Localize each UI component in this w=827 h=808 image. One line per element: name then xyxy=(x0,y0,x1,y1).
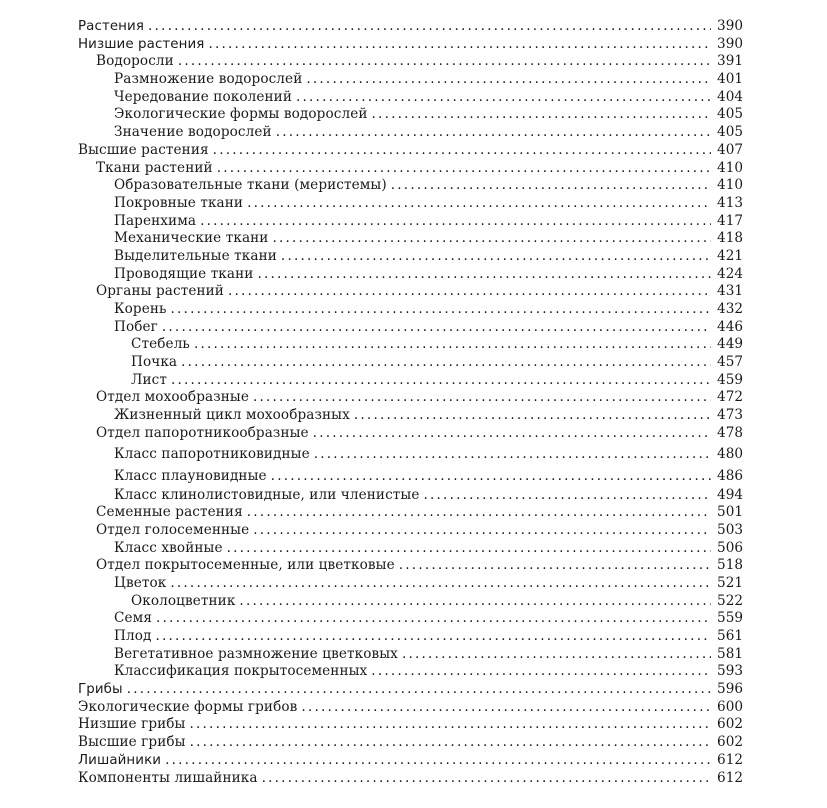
toc-entry-title: Отдел покрытосеменные, или цветковые xyxy=(96,557,395,574)
dot-leader xyxy=(227,540,711,558)
toc-entry-title: Паренхима xyxy=(114,212,197,229)
toc-entry-title: Плод xyxy=(114,628,152,644)
dot-leader xyxy=(156,610,711,628)
toc-entry-title: Выделительные ткани xyxy=(114,247,277,264)
toc-entry xyxy=(78,575,743,593)
dot-leader xyxy=(213,142,711,160)
toc-entry-title: Отдел мохообразные xyxy=(96,389,249,406)
toc-entry xyxy=(78,389,743,407)
toc-entry xyxy=(78,53,743,71)
dot-leader xyxy=(372,106,711,124)
dot-leader xyxy=(165,752,711,770)
dot-leader xyxy=(276,124,711,142)
toc-entry-title: Покровные ткани xyxy=(114,194,244,211)
toc-entry-page-number: 449 xyxy=(717,336,743,353)
dot-leader xyxy=(301,699,711,717)
toc-entry-page-number: 486 xyxy=(717,467,743,484)
toc-entry-page-number: 407 xyxy=(717,141,743,158)
toc-entry-page-number: 418 xyxy=(717,230,743,247)
toc-entry xyxy=(78,213,743,231)
toc-entry-title: Грибы xyxy=(78,682,123,698)
toc-entry xyxy=(78,628,743,646)
dot-leader xyxy=(262,770,711,788)
dot-leader xyxy=(399,557,711,575)
toc-entry-page-number: 405 xyxy=(717,124,743,141)
toc-entry-page-number: 431 xyxy=(717,283,743,300)
toc-entry xyxy=(78,699,743,717)
toc-entry-page-number: 602 xyxy=(717,734,743,751)
toc-entry-title: Низшие растения xyxy=(78,36,205,52)
toc-entry-title: Ткани растений xyxy=(96,159,213,176)
toc-entry xyxy=(78,610,743,628)
toc-entry-title: Корень xyxy=(114,301,167,317)
toc-entry xyxy=(78,354,743,372)
toc-entry-page-number: 518 xyxy=(717,557,743,574)
toc-entry-page-number: 405 xyxy=(717,106,743,123)
toc-entry-page-number: 612 xyxy=(717,769,743,786)
toc-entry-title: Проводящие ткани xyxy=(114,265,254,282)
toc-entry-page-number: 581 xyxy=(717,645,743,662)
toc-entry-title: Класс папоротниковидные xyxy=(114,445,310,462)
toc-entry-page-number: 459 xyxy=(717,371,743,388)
toc-entry-title: Околоцветник xyxy=(131,592,236,609)
toc-entry-title: Водоросли xyxy=(96,53,174,70)
dot-leader xyxy=(402,646,711,664)
dot-leader xyxy=(208,36,711,54)
toc-entry xyxy=(78,770,743,788)
toc-entry xyxy=(78,465,743,487)
dot-leader xyxy=(296,89,711,107)
dot-leader xyxy=(313,425,711,443)
toc-entry xyxy=(78,89,743,107)
dot-leader xyxy=(217,160,711,178)
toc-entry-page-number: 391 xyxy=(717,53,743,70)
toc-entry xyxy=(78,734,743,752)
toc-entry-title: Высшие грибы xyxy=(78,734,186,751)
dot-leader xyxy=(391,177,711,195)
dot-leader xyxy=(423,487,711,505)
toc-entry-title: Класс плауновидные xyxy=(114,467,267,484)
toc-entry xyxy=(78,124,743,142)
toc-entry-title: Чередование поколений xyxy=(114,88,292,105)
toc-entry-page-number: 503 xyxy=(717,521,743,538)
toc-entry-title: Класс клинолистовидные, или членистые xyxy=(114,486,420,503)
toc-entry xyxy=(78,177,743,195)
toc-entry-title: Отдел папоротникообразные xyxy=(96,424,309,441)
dot-leader xyxy=(371,663,711,681)
toc-entry xyxy=(78,160,743,178)
toc-entry-title: Семя xyxy=(114,610,152,627)
toc-entry-title: Значение водорослей xyxy=(114,124,272,141)
toc-entry-page-number: 478 xyxy=(717,424,743,441)
toc-entry xyxy=(78,372,743,390)
toc-entry xyxy=(78,319,743,337)
toc-entry xyxy=(78,716,743,734)
toc-entry-page-number: 404 xyxy=(717,88,743,105)
toc-entry xyxy=(78,443,743,465)
toc-entry-page-number: 472 xyxy=(717,389,743,406)
toc-entry xyxy=(78,681,743,699)
toc-entry xyxy=(78,283,743,301)
table-of-contents xyxy=(78,18,743,787)
toc-entry xyxy=(78,646,743,664)
toc-entry-title: Лишайники xyxy=(78,752,162,768)
toc-entry-title: Органы растений xyxy=(96,283,224,300)
toc-entry-title: Лист xyxy=(131,371,167,388)
toc-entry-title: Семенные растения xyxy=(96,504,243,521)
toc-entry-page-number: 596 xyxy=(717,681,743,698)
dot-leader xyxy=(253,389,711,407)
toc-entry-title: Размножение водорослей xyxy=(114,71,303,88)
toc-entry xyxy=(78,18,743,36)
toc-entry-title: Жизненный цикл мохообразных xyxy=(114,407,350,424)
toc-entry xyxy=(78,230,743,248)
dot-leader xyxy=(181,354,711,372)
toc-entry xyxy=(78,407,743,425)
dot-leader xyxy=(194,336,711,354)
toc-entry-title: Экологические формы водорослей xyxy=(114,106,368,123)
toc-entry-title: Класс хвойные xyxy=(114,539,223,556)
toc-entry-page-number: 501 xyxy=(717,504,743,521)
toc-entry-title: Растения xyxy=(78,19,144,34)
dot-leader xyxy=(272,230,711,248)
toc-entry-title: Вегетативное размножение цветковых xyxy=(114,645,398,662)
toc-entry-title: Механические ткани xyxy=(114,230,269,247)
toc-entry-title: Образовательные ткани (меристемы) xyxy=(114,177,387,194)
dot-leader xyxy=(247,195,711,213)
toc-entry xyxy=(78,504,743,522)
toc-entry-page-number: 559 xyxy=(717,610,743,627)
toc-entry-page-number: 457 xyxy=(717,354,743,371)
toc-entry-page-number: 401 xyxy=(717,71,743,88)
toc-entry-page-number: 521 xyxy=(717,574,743,591)
toc-entry xyxy=(78,487,743,505)
dot-leader xyxy=(171,301,711,319)
toc-entry xyxy=(78,522,743,540)
toc-entry-title: Высшие растения xyxy=(78,141,209,158)
toc-entry-page-number: 446 xyxy=(717,318,743,335)
toc-entry-page-number: 612 xyxy=(717,751,743,768)
toc-entry-page-number: 602 xyxy=(717,716,743,733)
toc-entry-page-number: 410 xyxy=(717,177,743,194)
toc-entry-page-number: 494 xyxy=(717,486,743,503)
toc-entry xyxy=(78,752,743,770)
dot-leader xyxy=(155,628,711,646)
toc-entry-title: Классификация покрытосеменных xyxy=(114,663,368,680)
toc-entry xyxy=(78,248,743,266)
toc-entry xyxy=(78,336,743,354)
toc-entry xyxy=(78,266,743,284)
toc-entry-page-number: 480 xyxy=(717,445,743,462)
dot-leader xyxy=(247,504,711,522)
toc-entry-page-number: 473 xyxy=(717,407,743,424)
toc-entry xyxy=(78,557,743,575)
dot-leader xyxy=(306,71,711,89)
dot-leader xyxy=(253,522,711,540)
toc-entry-page-number: 417 xyxy=(717,212,743,229)
toc-entry xyxy=(78,301,743,319)
toc-entry-page-number: 424 xyxy=(717,265,743,282)
toc-entry-title: Цветок xyxy=(114,574,167,591)
dot-leader xyxy=(178,53,711,71)
toc-entry-page-number: 561 xyxy=(717,628,743,644)
dot-leader xyxy=(200,213,711,231)
dot-leader xyxy=(257,266,711,284)
toc-entry xyxy=(78,663,743,681)
dot-leader xyxy=(170,575,711,593)
toc-entry-page-number: 432 xyxy=(717,301,743,317)
dot-leader xyxy=(239,593,711,611)
toc-entry xyxy=(78,106,743,124)
toc-entry xyxy=(78,425,743,443)
toc-entry xyxy=(78,540,743,558)
toc-entry-page-number: 390 xyxy=(717,35,743,52)
toc-entry-page-number: 506 xyxy=(717,539,743,556)
dot-leader xyxy=(171,372,711,390)
toc-entry-page-number: 593 xyxy=(717,663,743,680)
toc-entry-page-number: 410 xyxy=(717,159,743,176)
dot-leader xyxy=(271,465,711,487)
dot-leader xyxy=(148,18,711,36)
toc-entry-page-number: 390 xyxy=(717,18,743,34)
toc-entry xyxy=(78,36,743,54)
toc-entry xyxy=(78,593,743,611)
toc-entry-title: Низшие грибы xyxy=(78,716,186,733)
toc-entry-title: Побег xyxy=(114,318,158,335)
toc-entry-title: Стебель xyxy=(131,336,190,353)
dot-leader xyxy=(281,248,711,266)
toc-entry-title: Почка xyxy=(131,354,178,371)
dot-leader xyxy=(162,319,711,337)
toc-entry-page-number: 522 xyxy=(717,592,743,609)
toc-entry-page-number: 421 xyxy=(717,247,743,264)
toc-entry-page-number: 413 xyxy=(717,194,743,211)
toc-entry-title: Отдел голосеменные xyxy=(96,521,250,538)
dot-leader xyxy=(127,681,711,699)
dot-leader xyxy=(314,443,711,465)
dot-leader xyxy=(189,716,711,734)
toc-entry-page-number: 600 xyxy=(717,698,743,715)
toc-entry xyxy=(78,142,743,160)
dot-leader xyxy=(228,283,711,301)
toc-entry xyxy=(78,195,743,213)
toc-entry xyxy=(78,71,743,89)
toc-entry-title: Экологические формы грибов xyxy=(78,698,298,715)
dot-leader xyxy=(190,734,711,752)
toc-entry-title: Компоненты лишайника xyxy=(78,769,258,786)
dot-leader xyxy=(354,407,711,425)
